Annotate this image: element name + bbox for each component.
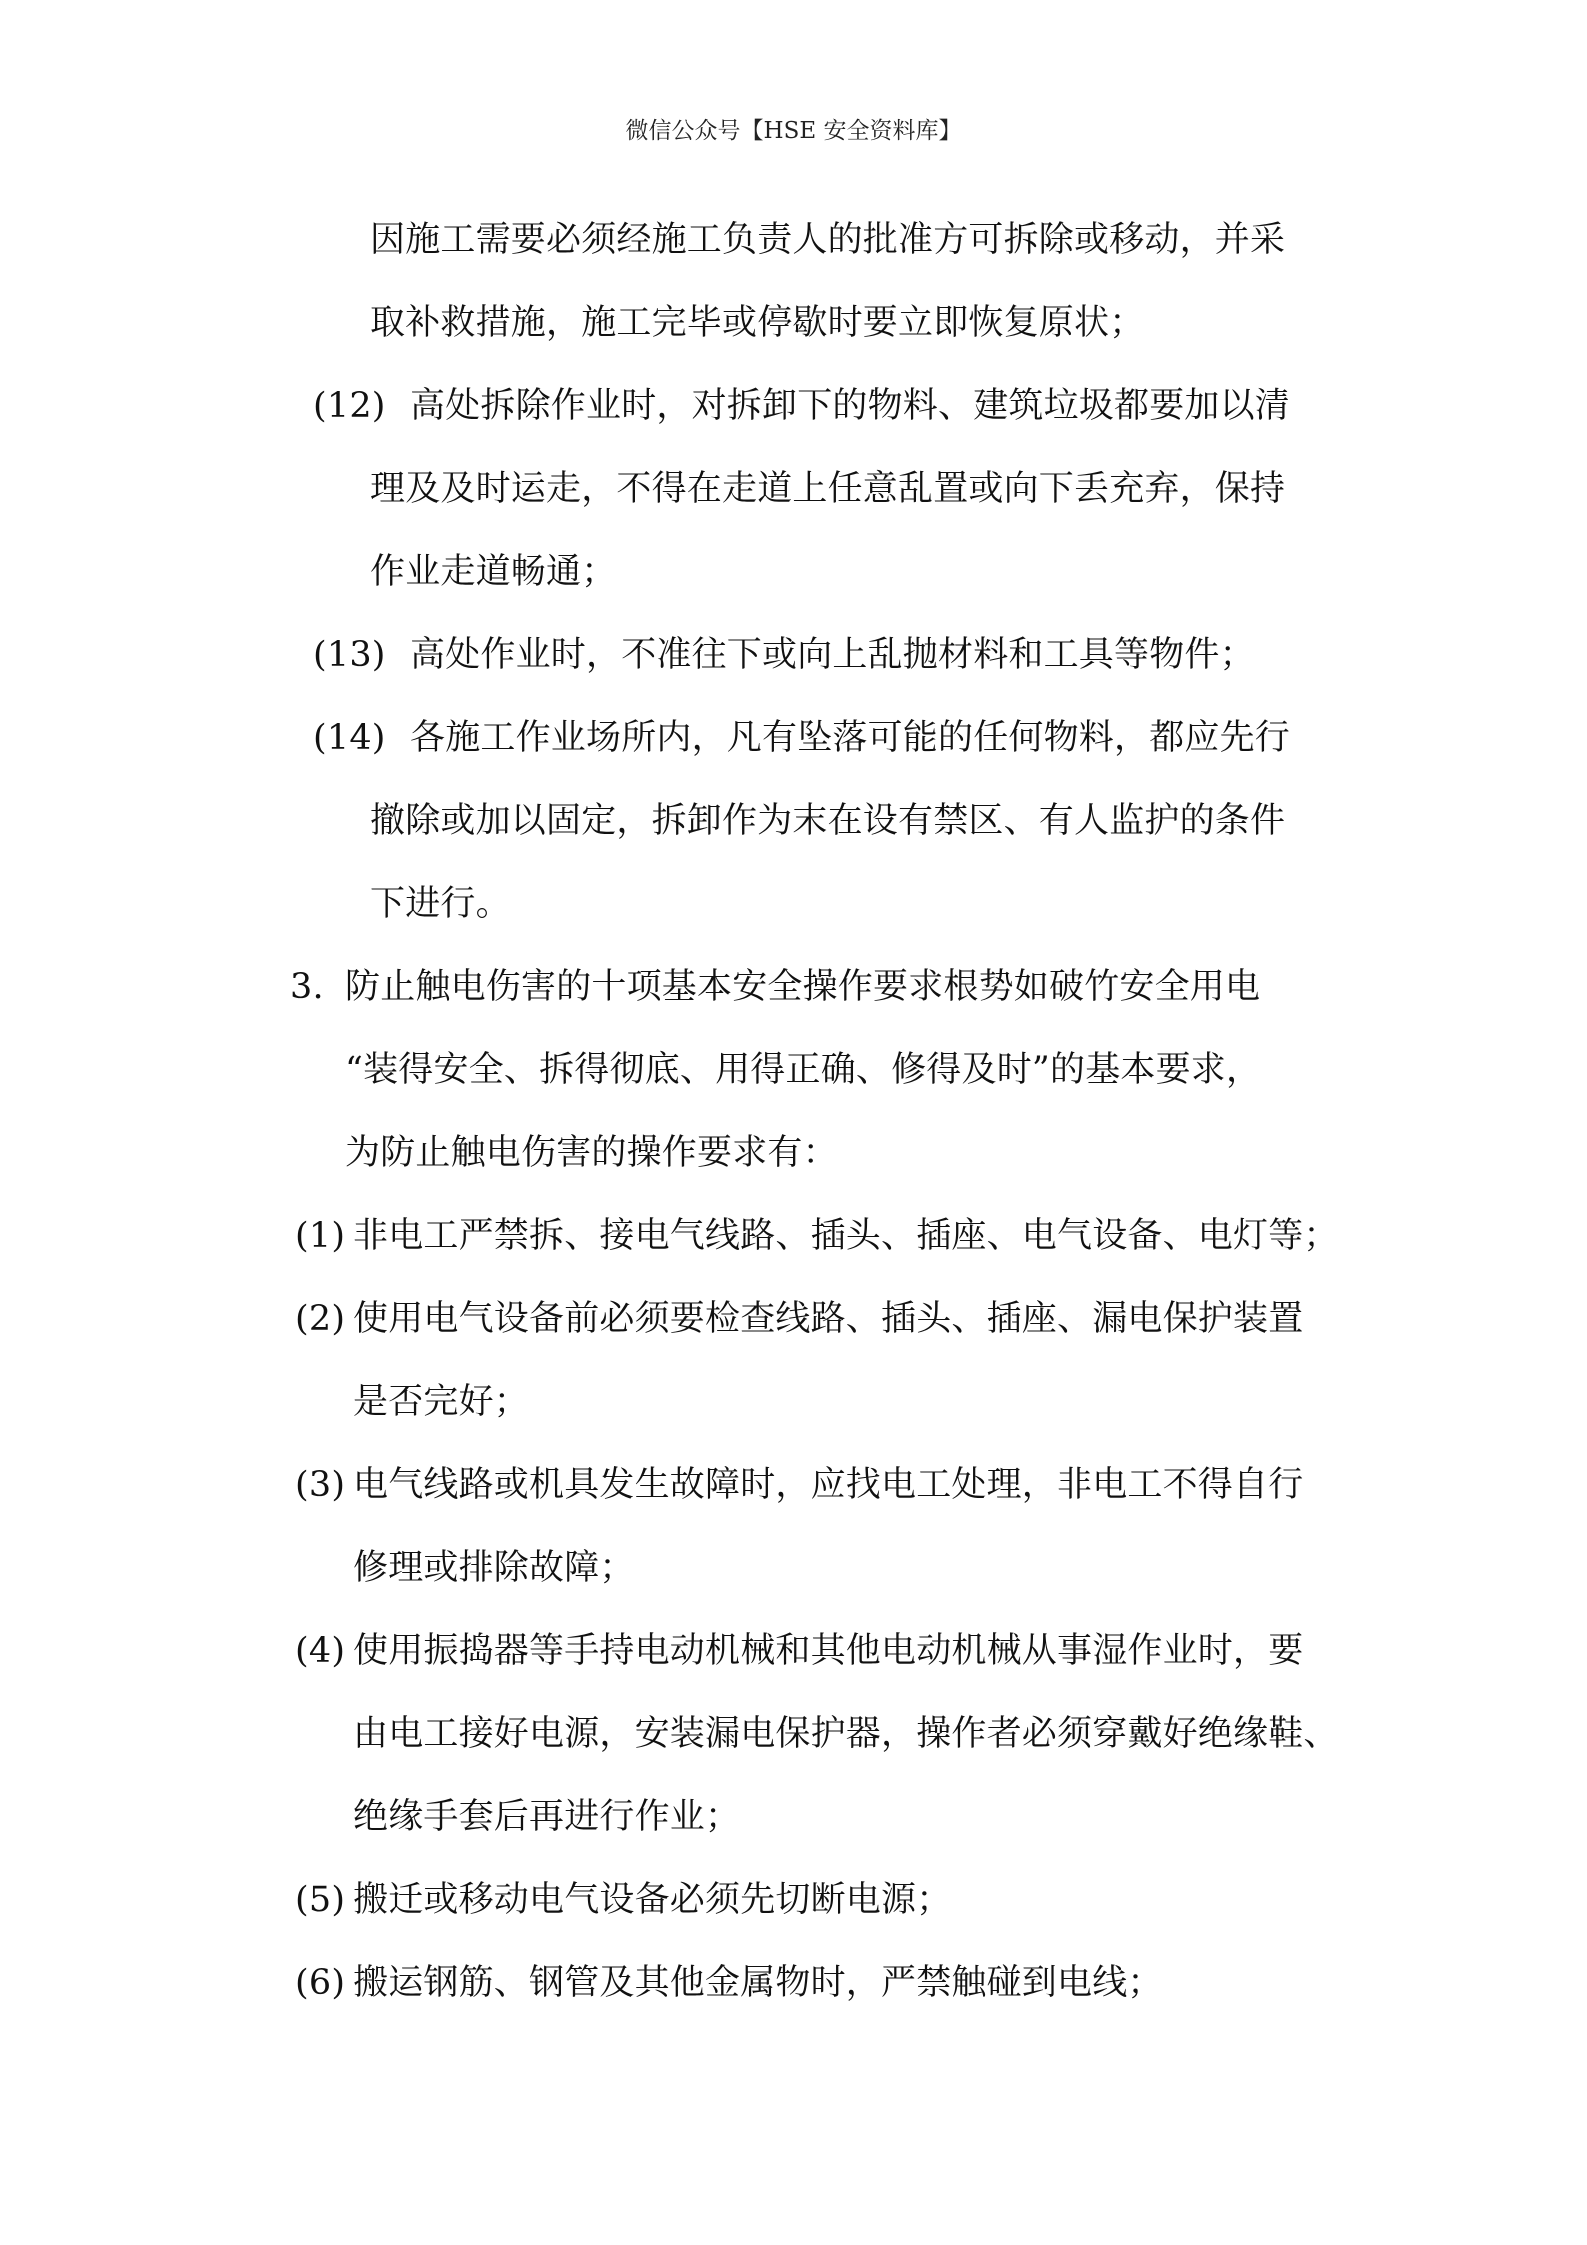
text-line: “装得安全、拆得彻底、用得正确、修得及时”的基本要求， — [345, 1050, 1262, 1090]
text-line: 使用电气设备前必须要检查线路、插头、插座、漏电保护装置 — [353, 1299, 1304, 1339]
page-header: 微信公众号【HSE 安全资料库】 — [625, 118, 962, 144]
text-line: 防止触电伤害的十项基本安全操作要求根势如破竹安全用电 — [345, 967, 1261, 1007]
list-item-number: (1) — [295, 1216, 346, 1256]
text-line: 下进行。 — [370, 884, 511, 924]
text-line: 非电工严禁拆、接电气线路、插头、插座、电气设备、电灯等； — [353, 1216, 1339, 1256]
text-line: 作业走道畅通； — [370, 552, 617, 592]
list-item-number: (12) — [313, 386, 386, 426]
text-line: 修理或排除故障； — [353, 1548, 635, 1588]
text-line: 撤除或加以固定，拆卸作为末在设有禁区、有人监护的条件 — [370, 801, 1286, 841]
list-item-number: (6) — [295, 1963, 346, 2003]
text-line: 取补救措施，施工完毕或停歇时要立即恢复原状； — [370, 303, 1145, 343]
text-line: 搬运钢筋、钢管及其他金属物时，严禁触碰到电线； — [353, 1963, 1163, 2003]
text-line: 理及及时运走，不得在走道上任意乱置或向下丢充弃，保持 — [370, 469, 1286, 509]
text-line: 高处作业时，不准往下或向上乱抛材料和工具等物件； — [410, 635, 1255, 675]
text-line: 由电工接好电源，安装漏电保护器，操作者必须穿戴好绝缘鞋、 — [353, 1714, 1339, 1754]
text-line: 各施工作业场所内，凡有坠落可能的任何物料，都应先行 — [410, 718, 1291, 758]
list-item-number: (3) — [295, 1465, 346, 1505]
list-item-number: (14) — [313, 718, 386, 758]
text-line: 是否完好； — [353, 1382, 530, 1422]
text-line: 使用振捣器等手持电动机械和其他电动机械从事湿作业时，要 — [353, 1631, 1304, 1671]
text-line: 电气线路或机具发生故障时，应找电工处理，非电工不得自行 — [353, 1465, 1304, 1505]
text-line: 绝缘手套后再进行作业； — [353, 1797, 741, 1837]
section-number: 3. — [290, 967, 324, 1007]
text-line: 搬迁或移动电气设备必须先切断电源； — [353, 1880, 952, 1920]
text-line: 高处拆除作业时，对拆卸下的物料、建筑垃圾都要加以清 — [410, 386, 1291, 426]
list-item-number: (4) — [295, 1631, 346, 1671]
list-item-number: (5) — [295, 1880, 346, 1920]
list-item-number: (13) — [313, 635, 386, 675]
text-line: 为防止触电伤害的操作要求有： — [345, 1133, 838, 1173]
text-line: 因施工需要必须经施工负责人的批准方可拆除或移动，并采 — [370, 220, 1286, 260]
list-item-number: (2) — [295, 1299, 346, 1339]
